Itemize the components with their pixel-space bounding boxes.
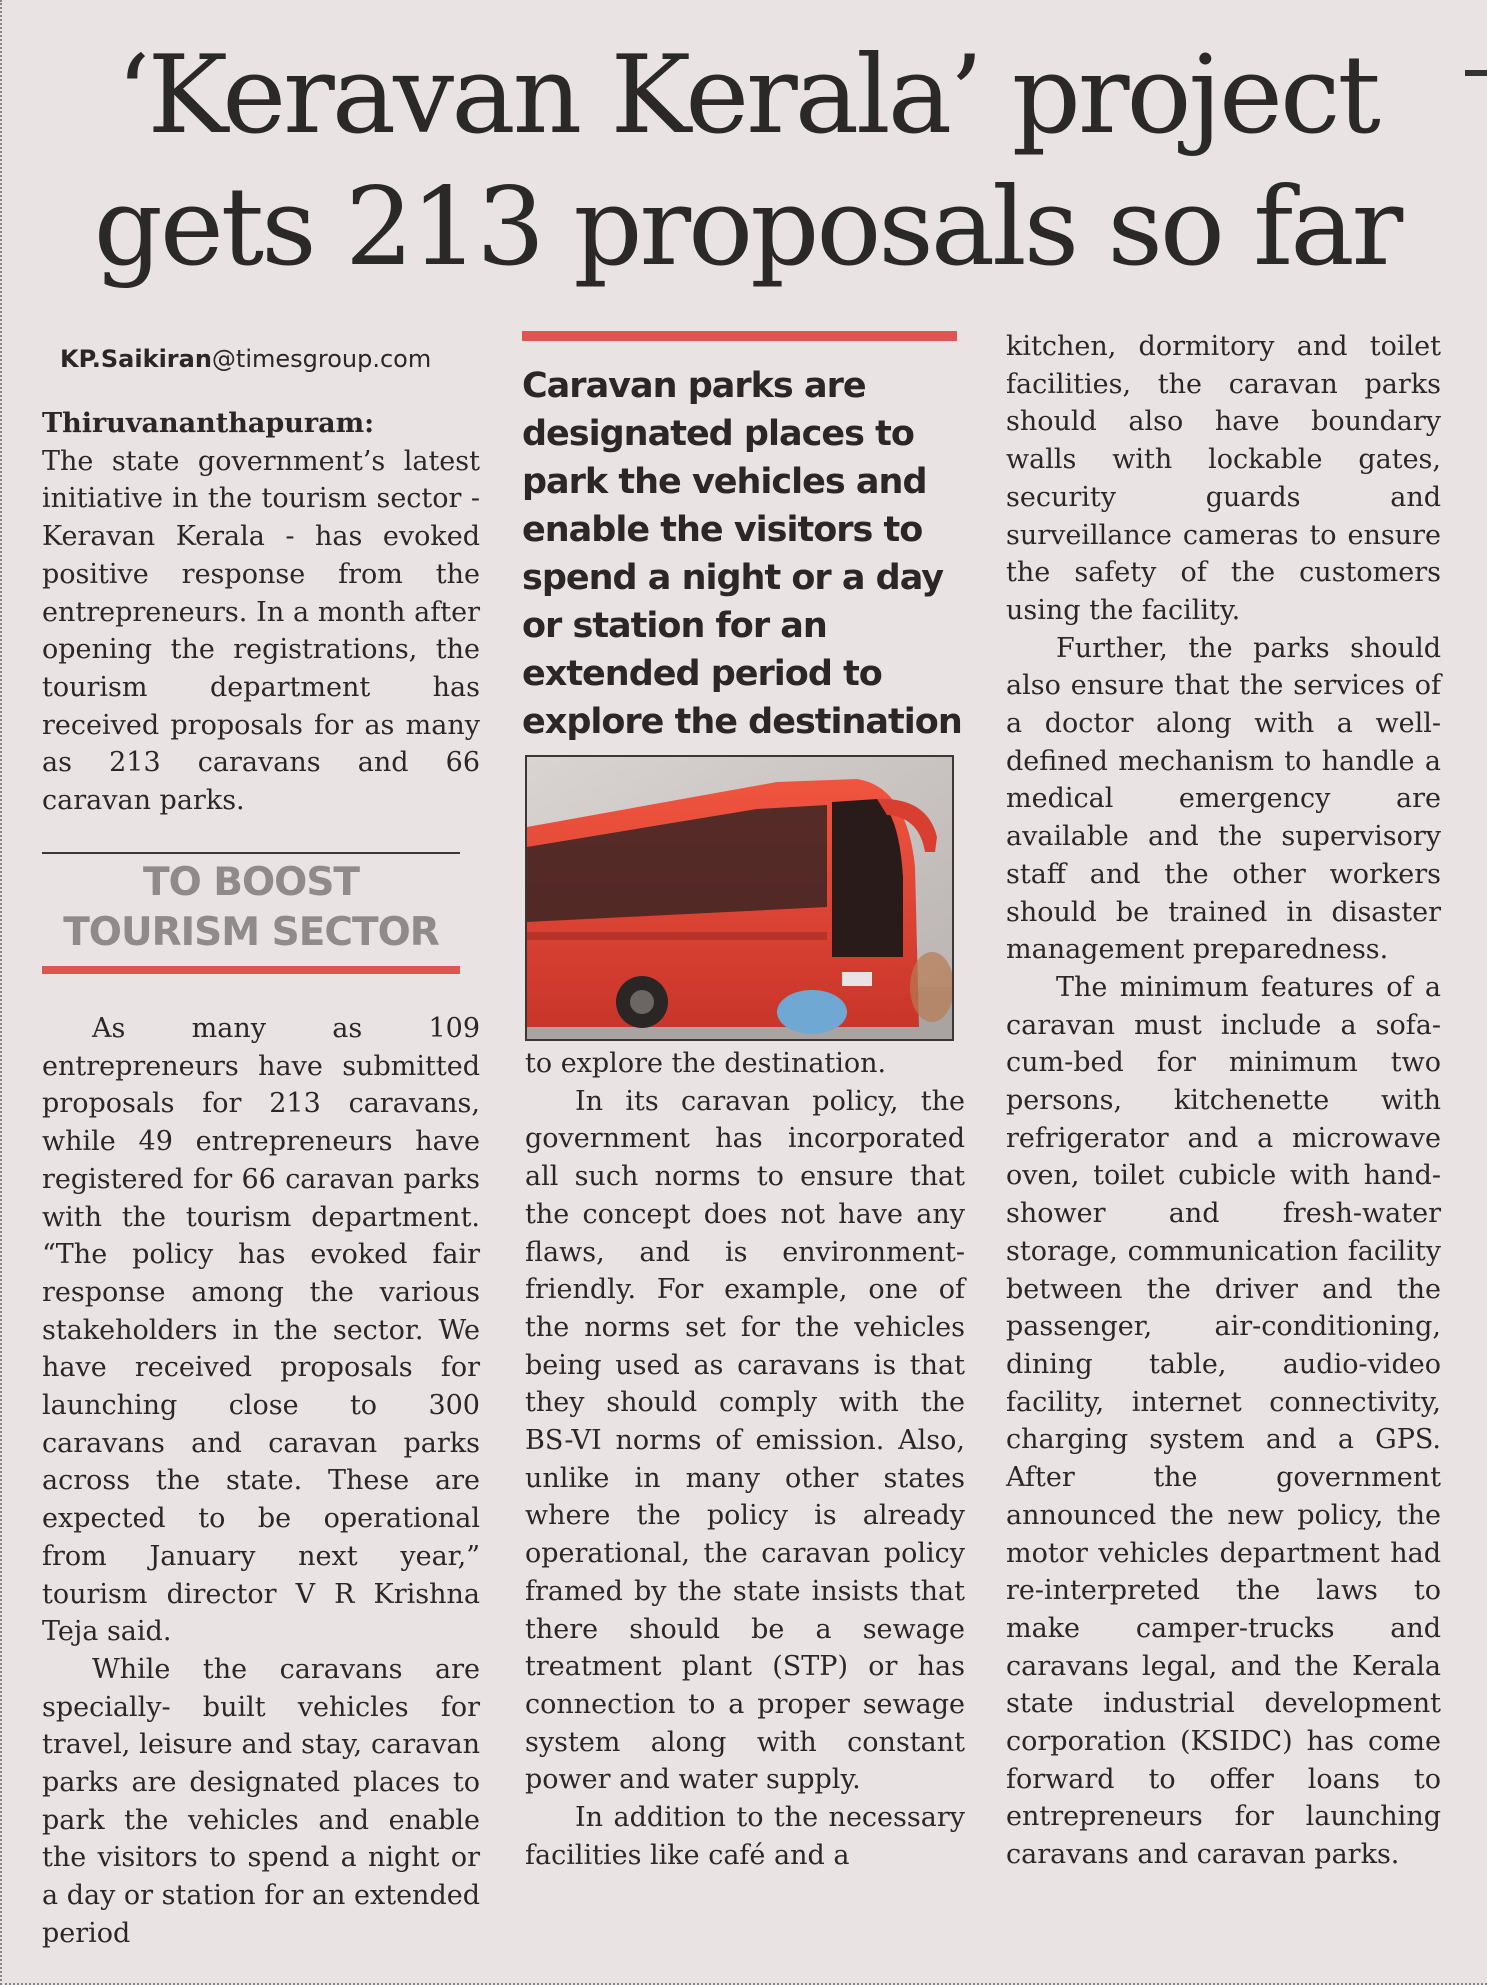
section-kicker [42,858,460,958]
column-3-body [1006,328,1441,1874]
lead-paragraph [42,405,480,820]
headline-line-1: ‘Keravan Kerala’ project [116,33,1378,158]
kicker-line-1: TO BOOST [142,860,360,905]
column-2-body [525,1045,965,1874]
edge-mark [1465,70,1487,76]
pullquote: Caravan parks are designated places to park the vehicles and enable the visitors to spend a night or a day or station for an extended period to explore the destination [522,366,962,742]
bus-photo [525,755,954,1041]
column-2-paragraph: to explore the destination. [525,1048,887,1079]
dateline: Thiruvananthapuram: [42,408,375,439]
column-1-body [42,1010,480,1953]
column-2-paragraph: In addition to the necessary facilities like café and a [525,1802,965,1871]
column-2-paragraph: In its caravan policy, the government has incorporated all such norms to ensure that the concept does not have any flaws, and is environment-friendly. For example, one of the norms set for the vehicles being used as caravans is that they should comply with the BS-VI norms of emission. Also, unlike in many other states where the policy is already operational, the caravan policy framed by the state insists that there should be a sewage treatment plant (STP) or has connection to a proper sewage system along with constant power and water supply. [525,1085,965,1796]
kicker-rule-bottom [42,966,460,974]
headline-line-2: gets 213 proposals so far [93,165,1401,290]
kicker-line-2: TOURISM SECTOR [63,910,439,955]
column-1-paragraph: As many as 109 entrepreneurs have submitted proposals for 213 caravans, while 49 entrepreneurs have registered for 66 caravan parks with the tourism department. “The policy has evoked fair response among the various stakeholders in the sector. We have received proposals for launching close to 300 caravans and caravan parks across the state. These are expected to be operational from January next year,” tourism director V R Krishna Teja said. [42,1013,480,1648]
column-3-paragraph: kitchen, dormitory and toilet facilities, the caravan parks should also have boundary walls with lockable gates, security guards and surveillance cameras to ensure the safety of the customers using the facility. [1006,331,1441,626]
column-3-paragraph: The minimum features of a caravan must include a sofa-cum-bed for minimum two persons, kitchenette with refrigerator and a microwave oven, toilet cubicle with hand-shower and fresh-water storage, communication facility between the driver and the passenger, air-conditioning, dining table, audio-video facility, internet connectivity, charging system and a GPS. After the government announced the new policy, the motor vehicles department had re-interpreted the laws to make camper-trucks and caravans legal, and the Kerala state industrial development corporation (KSIDC) has come forward to offer loans to entrepreneurs for launching caravans and caravan parks. [1006,971,1441,1871]
kicker-rule-top [42,852,460,854]
column-1-paragraph: While the caravans are specially- built vehicles for travel, leisure and stay, caravan parks are designated places to park the vehicles and enable the visitors to spend a night or a day or station for an extended period [42,1653,480,1949]
bus-photo-icon [527,757,952,1039]
pullquote-rule [522,331,957,341]
byline-name: KP.Saikiran [60,345,212,373]
headline [72,30,1422,294]
byline [60,345,431,373]
byline-domain: @timesgroup.com [211,345,432,373]
lead-text: The state government’s latest initiative in the tourism sector - Keravan Kerala - has evoked positive response from the entrepreneurs. In a month after opening the registrations, the tourism department has received proposals for as many as 213 caravans and 66 caravan parks. [42,445,480,817]
column-3-paragraph: Further, the parks should also ensure that the services of a doctor along with a well-defined mechanism to handle a medical emergency are available and the supervisory staff and the other workers should be trained in disaster management preparedness. [1006,632,1441,966]
